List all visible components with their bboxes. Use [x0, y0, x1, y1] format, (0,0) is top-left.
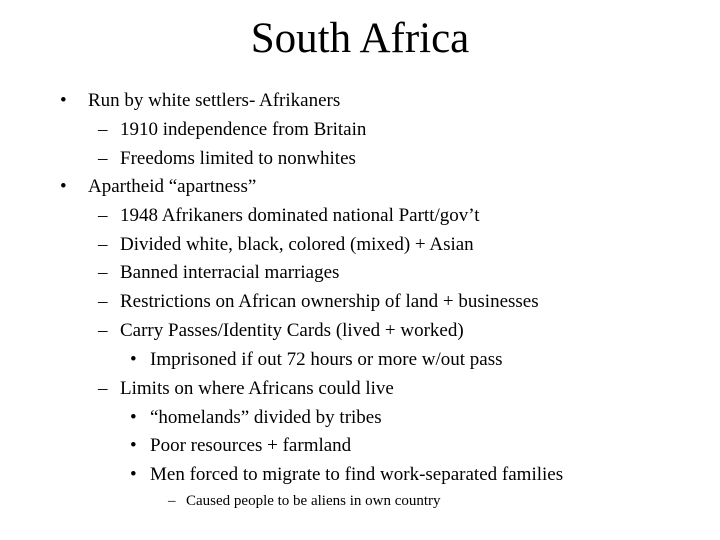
- bullet-text: Freedoms limited to nonwhites: [120, 148, 356, 169]
- bullet-text: 1910 independence from Britain: [120, 119, 367, 140]
- slide-title: South Africa: [250, 15, 470, 62]
- bullet-text: Banned interracial marriages: [120, 262, 340, 283]
- dash-marker: –: [98, 148, 108, 169]
- bullet-marker: •: [130, 435, 137, 456]
- bullet-marker: •: [130, 464, 137, 485]
- bullet-text: Men forced to migrate to find work-separated families: [150, 464, 564, 485]
- bullet-text: Caused people to be aliens in own country: [186, 493, 441, 509]
- bullet-text: Poor resources + farmland: [150, 435, 352, 456]
- dash-marker: –: [98, 262, 108, 283]
- bullet-marker: •: [60, 176, 67, 197]
- bullet-marker: •: [130, 349, 137, 370]
- dash-marker: –: [98, 205, 108, 226]
- bullet-text: “homelands” divided by tribes: [150, 407, 382, 428]
- dash-marker: –: [168, 493, 176, 509]
- bullet-text: Apartheid “apartness”: [88, 176, 257, 197]
- dash-marker: –: [98, 291, 108, 312]
- bullet-marker: •: [130, 407, 137, 428]
- bullet-text: Limits on where Africans could live: [120, 378, 394, 399]
- dash-marker: –: [98, 119, 108, 140]
- bullet-text: Restrictions on African ownership of land + businesses: [120, 291, 539, 312]
- dash-marker: –: [98, 234, 108, 255]
- dash-marker: –: [98, 320, 108, 341]
- bullet-text: Carry Passes/Identity Cards (lived + worked): [120, 320, 464, 341]
- dash-marker: –: [98, 378, 108, 399]
- bullet-marker: •: [60, 90, 67, 111]
- bullet-text: Run by white settlers- Afrikaners: [88, 90, 341, 111]
- bullet-text: Divided white, black, colored (mixed) + Asian: [120, 234, 474, 255]
- bullet-text: Imprisoned if out 72 hours or more w/out pass: [150, 349, 503, 370]
- bullet-text: 1948 Afrikaners dominated national Partt/gov’t: [120, 205, 480, 226]
